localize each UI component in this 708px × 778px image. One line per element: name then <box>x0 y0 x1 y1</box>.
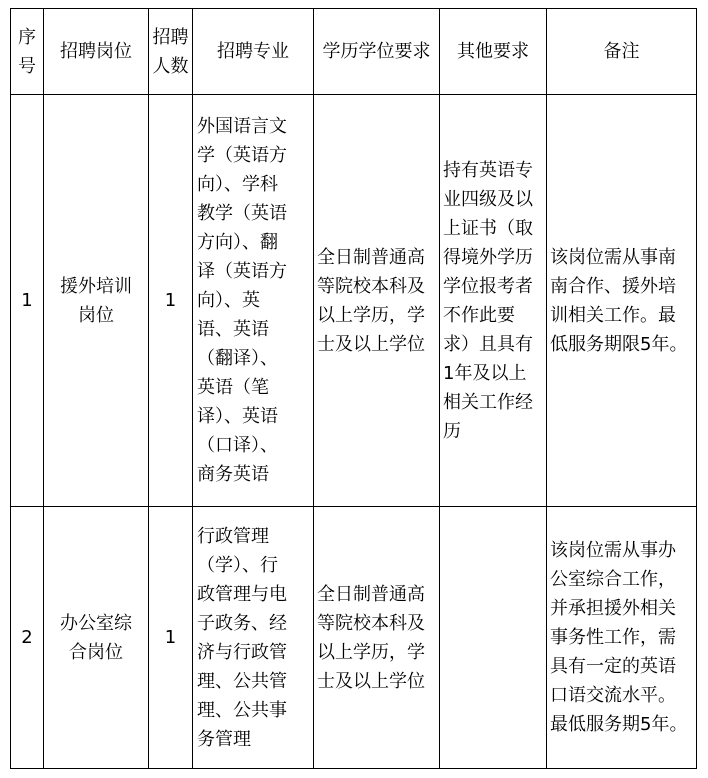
row-remarks: 该岗位需从事南 南合作、援外培 训相关工作。最 低服务期限5年。 <box>547 95 697 507</box>
row-count: 1 <box>149 95 193 507</box>
row-education: 全日制普通高 等院校本科及 以上学历，学 士及以上学位 <box>314 95 440 507</box>
header-index: 序 号 <box>11 9 44 95</box>
row-major: 行政管理 （学）、行 政管理与电 子政务、经 济与行政管 理、公共管 理、公共事 务管理 <box>193 507 314 769</box>
table-header-row <box>11 9 697 95</box>
row-remarks: 该岗位需从事办 公室综合工作， 并承担援外相关 事务性工作，需 具有一定的英语 口语交流水平。 最低服务期5年。 <box>547 507 697 769</box>
header-major: 招聘专业 <box>193 9 314 95</box>
recruitment-table <box>10 8 697 769</box>
header-other: 其他要求 <box>440 9 547 95</box>
row-index: 1 <box>11 95 44 507</box>
row-count: 1 <box>149 507 193 769</box>
table-row <box>11 95 697 507</box>
row-index: 2 <box>11 507 44 769</box>
row-other: 持有英语专 业四级及以 上证书（取 得境外学历 学位报考者 不作此要 求）且具有 1年及以上 相关工作经 历 <box>440 95 547 507</box>
row-education: 全日制普通高 等院校本科及 以上学历，学 士及以上学位 <box>314 507 440 769</box>
table-row <box>11 507 697 769</box>
row-position: 援外培训 岗位 <box>44 95 149 507</box>
row-position: 办公室综 合岗位 <box>44 507 149 769</box>
row-major: 外国语言文 学（英语方 向）、学科 教学（英语 方向）、翻 译（英语方 向）、英 语、英语 （翻译）、 英语（笔 译）、英语 （口译）、 商务英语 <box>193 95 314 507</box>
header-education: 学历学位要求 <box>314 9 440 95</box>
header-position: 招聘岗位 <box>44 9 149 95</box>
header-count: 招聘 人数 <box>149 9 193 95</box>
row-other <box>440 507 547 769</box>
header-remarks: 备注 <box>547 9 697 95</box>
